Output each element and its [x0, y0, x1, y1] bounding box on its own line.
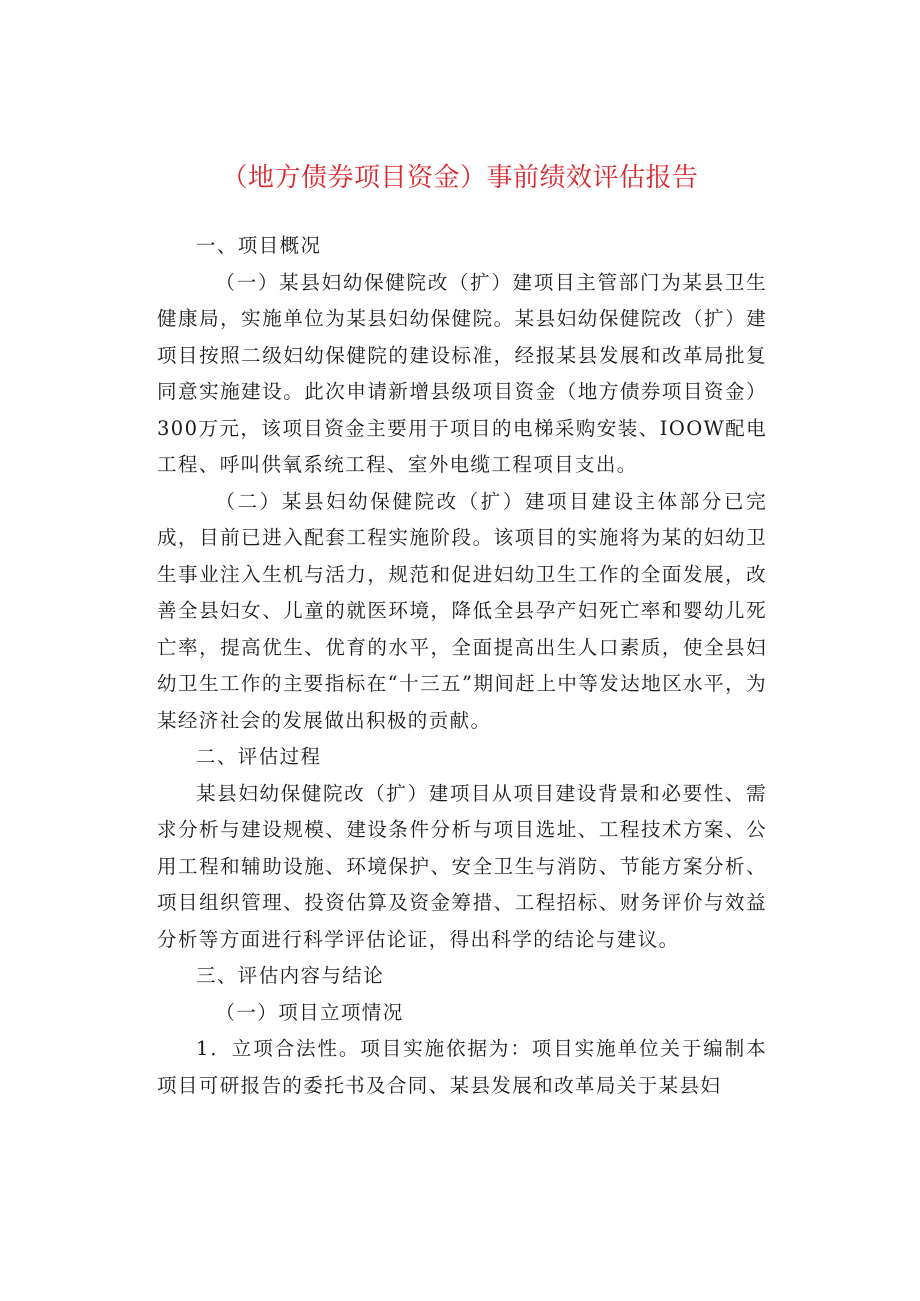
paragraph-overview-2: （二）某县妇幼保健院改（扩）建项目建设主体部分已完成，目前已进入配套工程实施阶段。该项目的实施将为某的妇幼卫生事业注入生机与活力，规范和促进妇幼卫生工作的全面发展，改善全县妇女、儿童的就医环境，降低全县孕产妇死亡率和婴幼儿死亡率，提高优生、优育的水平，全面提高出生人口素质，使全县妇幼卫生工作的主要指标在“十三五”期间赶上中等发达地区水平，为某经济社会的发展做出积极的贡献。 [157, 489, 767, 732]
paragraph-overview-1: （一）某县妇幼保健院改（扩）建项目主管部门为某县卫生健康局，实施单位为某县妇幼保健院。某县妇幼保健院改（扩）建项目按照二级妇幼保健院的建设标准，经报某县发展和改革局批复同意实施建设。此次申请新增县级项目资金（地方债券项目资金）300万元，该项目资金主要用于项目的电梯采购安装、IOOW配电工程、呼叫供氧系统工程、室外电缆工程项目支出。 [157, 270, 767, 476]
document-title: （地方债券项目资金）事前绩效评估报告 [221, 163, 699, 193]
paragraph-legality: 1．立项合法性。项目实施依据为：项目实施单位关于编制本项目可研报告的委托书及合同、某县发展和改革局关于某县妇 [157, 1037, 767, 1097]
section-heading-process: 二、评估过程 [196, 745, 322, 768]
section-heading-content: 三、评估内容与结论 [196, 964, 385, 987]
paragraph-process: 某县妇幼保健院改（扩）建项目从项目建设背景和必要性、需求分析与建设规模、建设条件分析与项目选址、工程技术方案、公用工程和辅助设施、环境保护、安全卫生与消防、节能方案分析、项目组织管理、投资估算及资金筹措、工程招标、财务评价与效益分析等方面进行科学评估论证，得出科学的结论与建议。 [157, 781, 767, 951]
document-body [157, 228, 767, 1104]
section-heading-overview: 一、项目概况 [196, 234, 322, 257]
subsection-heading-approval: （一）项目立项情况 [215, 1000, 404, 1024]
